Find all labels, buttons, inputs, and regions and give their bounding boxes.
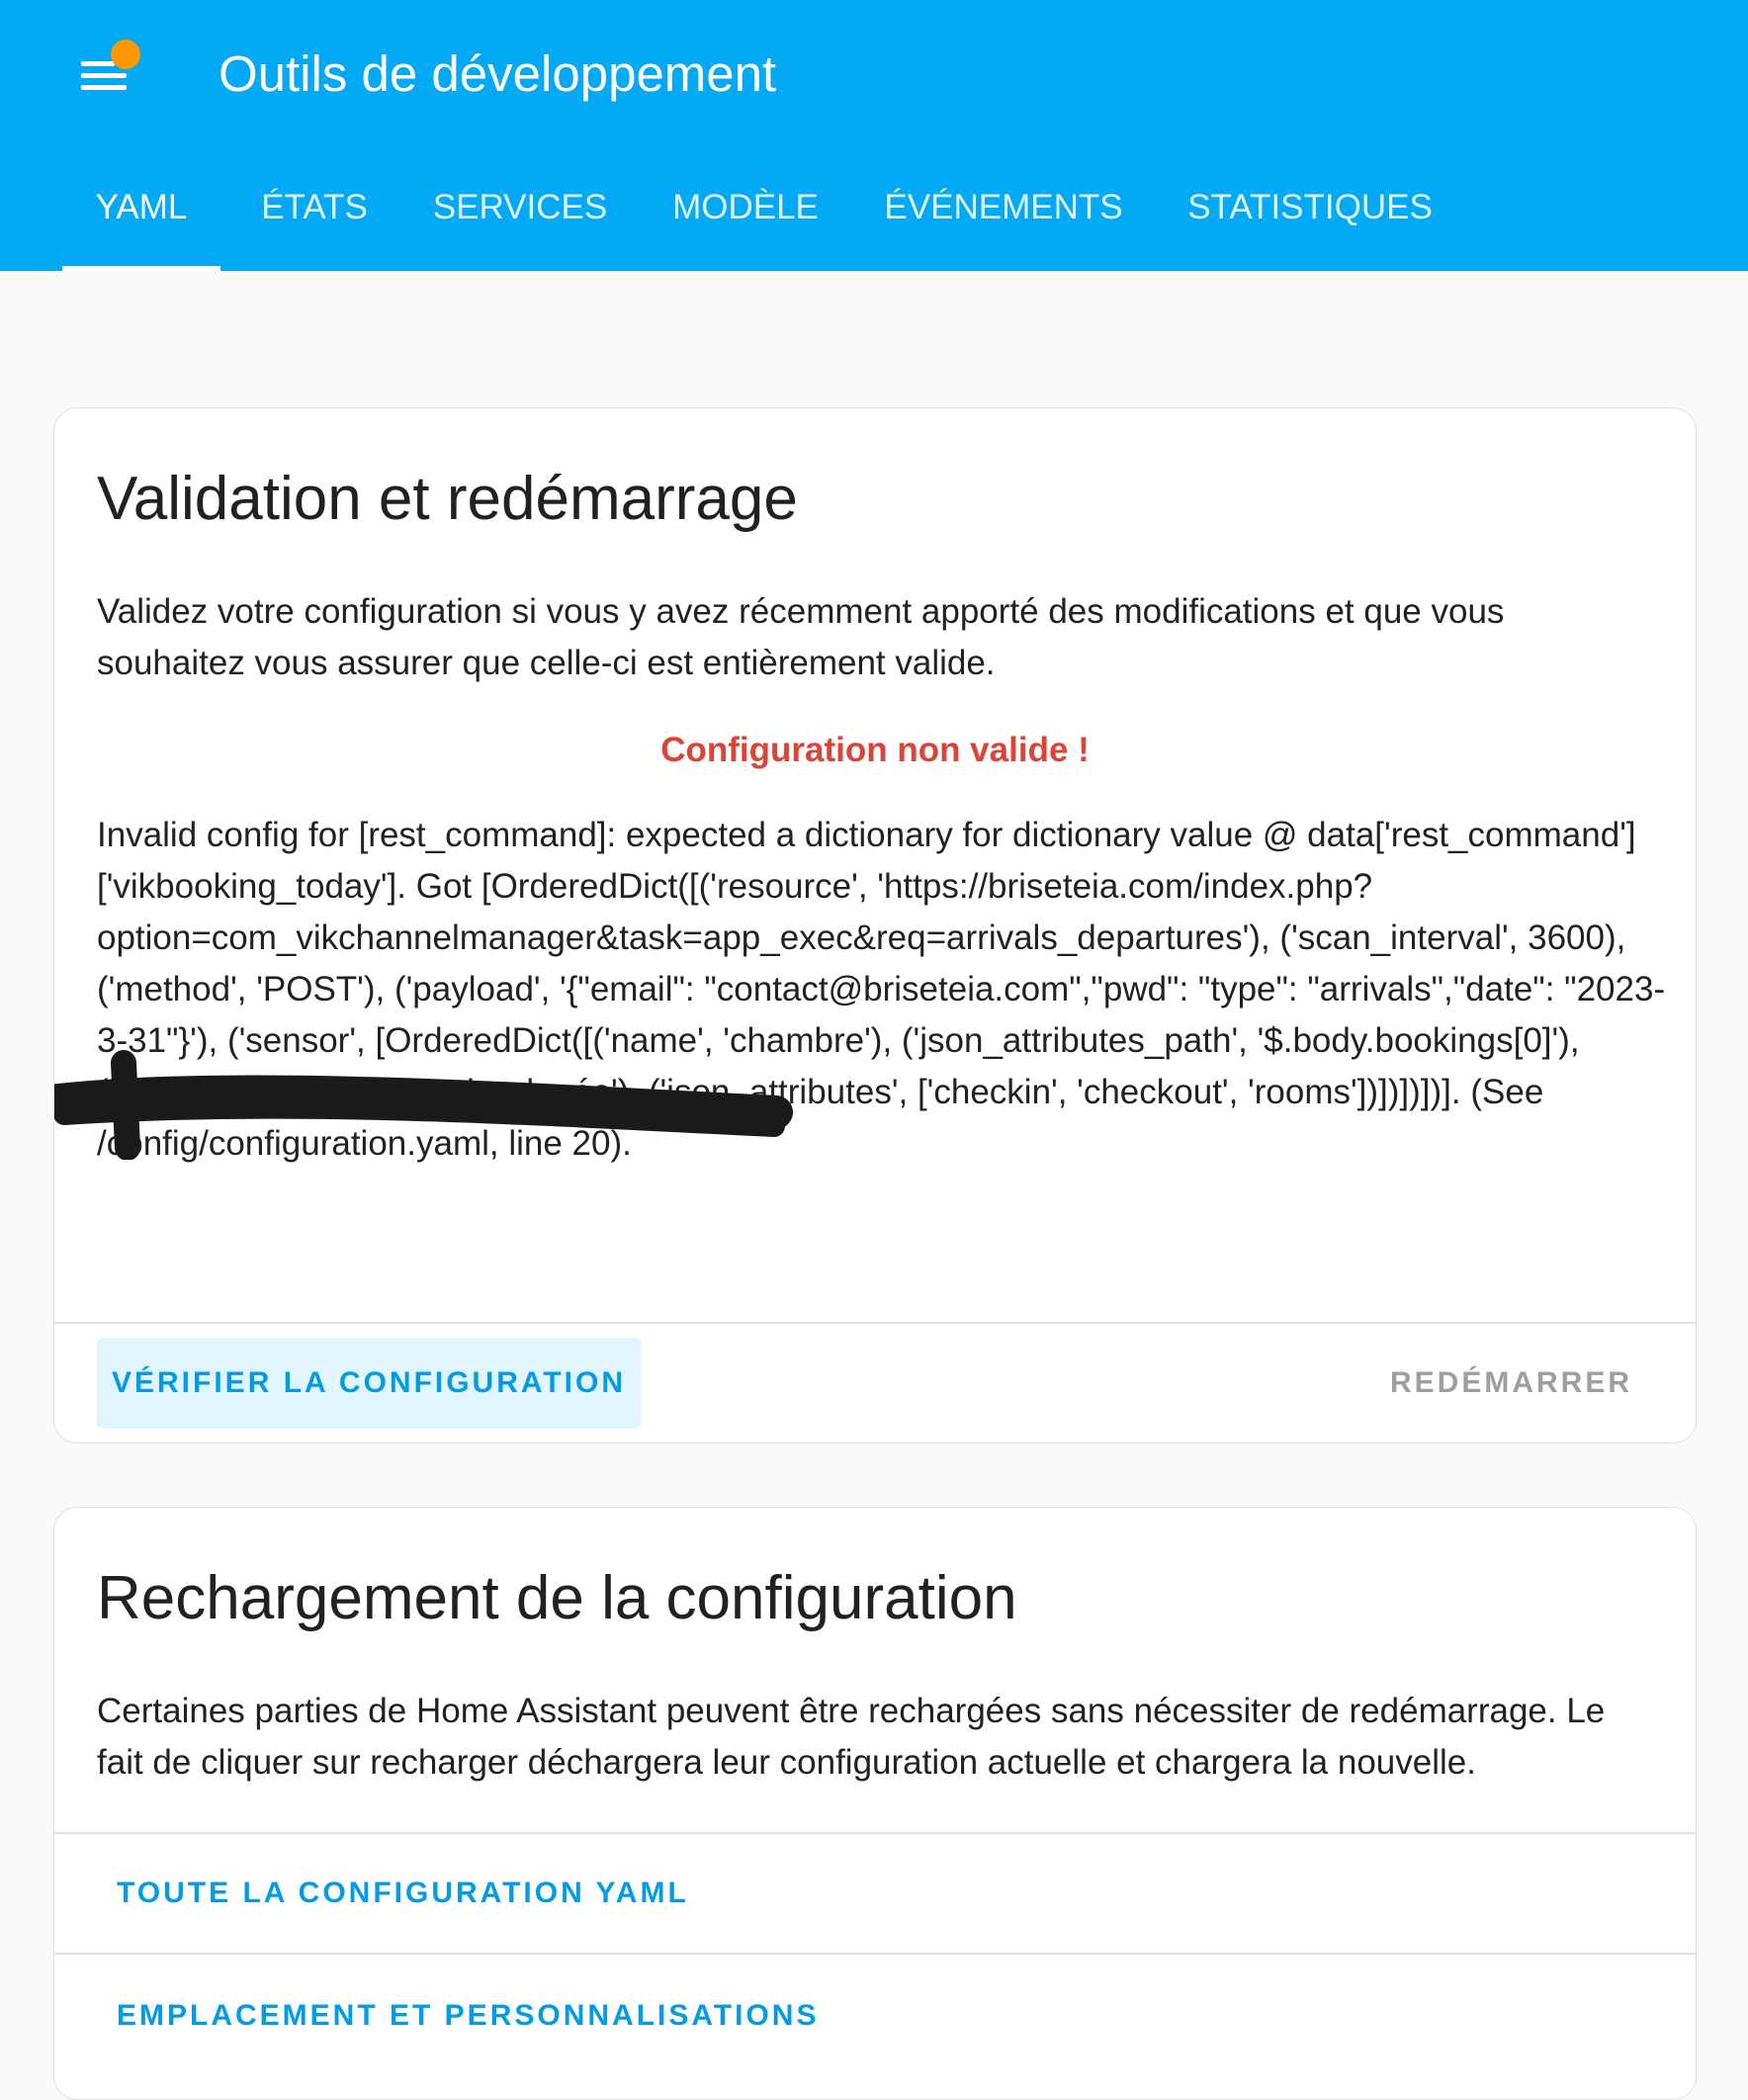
- app-bar: [0, 0, 1748, 271]
- check-config-button[interactable]: VÉRIFIER LA CONFIGURATION: [97, 1338, 641, 1429]
- reload-card: [53, 1507, 1697, 2100]
- menu-button[interactable]: [71, 40, 150, 111]
- menu-icon-line: [81, 73, 127, 78]
- reload-card-title: Rechargement de la configuration: [97, 1564, 1017, 1632]
- page-title: Outils de développement: [218, 45, 777, 102]
- redaction-scribble: [53, 1041, 796, 1160]
- reload-card-description: Certaines parties de Home Assistant peuvent être rechargées sans nécessiter de redémarrage. Le fait de cliquer sur recharger déchargera leur configuration actuelle et chargera la nouvelle.: [97, 1692, 1606, 1782]
- tab-modele[interactable]: MODÈLE: [672, 188, 819, 226]
- card-divider: [54, 1953, 1696, 1955]
- tab-yaml[interactable]: YAML: [62, 168, 220, 271]
- tab-services[interactable]: SERVICES: [432, 188, 608, 226]
- card-divider: [54, 1322, 1696, 1324]
- menu-icon: [81, 61, 115, 66]
- card-divider: [54, 1832, 1696, 1834]
- validation-card-title: Validation et redémarrage: [97, 465, 798, 533]
- restart-button[interactable]: REDÉMARRER: [1389, 1366, 1632, 1399]
- tab-bar: [0, 168, 1748, 271]
- validation-card: [53, 407, 1697, 1444]
- menu-icon-line: [81, 85, 127, 90]
- reload-location-button[interactable]: EMPLACEMENT ET PERSONNALISATIONS: [117, 1999, 820, 2032]
- notification-dot-icon: [111, 40, 140, 69]
- validation-error-text: Invalid config for [rest_command]: expected a dictionary for dictionary value @ data['rest_command']['vikbooking_today']. Got [OrderedDict([('resource', 'https://briseteia.com/index.php?option=com_vikchannelmanager&task=app_exec&req=arrivals_departures'), ('scan_interval', 3600), ('method', 'POST'), ('payload', '{"email": "contact@briseteia.com","pwd": "type": "arrivals","date": "2023-3-31"}'), ('sensor', [OrderedDict([('name', 'chambre'), ('json_attributes_path', '$.body.bookings[0]'), ('value_template', 'chambre louée'), ('json_attributes', ['checkin', 'checkout', 'rooms'])])])])]. (See /config/configuration.yaml, line 20).: [97, 816, 1666, 1163]
- tab-evenements[interactable]: ÉVÉNEMENTS: [884, 188, 1123, 226]
- validation-status: Configuration non valide !: [660, 731, 1090, 769]
- reload-all-yaml-button[interactable]: TOUTE LA CONFIGURATION YAML: [117, 1877, 689, 1909]
- validation-card-description: Validez votre configuration si vous y avez récemment apporté des modifications et que vous souhaitez vous assurer que celle-ci est entièrement valide.: [97, 592, 1505, 682]
- tab-statistiques[interactable]: STATISTIQUES: [1187, 188, 1433, 226]
- tab-etats[interactable]: ÉTATS: [261, 188, 368, 226]
